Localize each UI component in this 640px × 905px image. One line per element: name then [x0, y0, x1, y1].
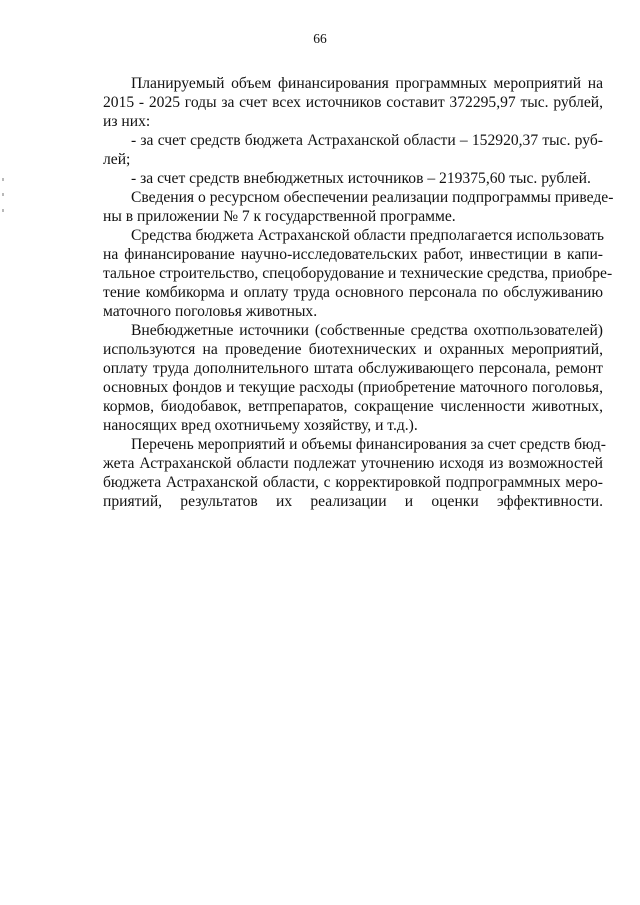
- text-line: Средства бюджета Астраханской области предполагается использовать: [131, 227, 604, 244]
- text-line: маточного поголовья животных.: [103, 303, 318, 320]
- text-line: основных фондов и текущие расходы (приобретение маточного поголовья,: [103, 379, 603, 396]
- text-line: Внебюджетные источники (собственные средства охотпользователей): [131, 322, 603, 339]
- text-line: - за счет средств бюджета Астраханской области – 152920,37 тыс. руб-: [131, 132, 603, 149]
- text-line: Планируемый объем финансирования программных мероприятий на: [131, 75, 603, 92]
- text-line: жета Астраханской области подлежат уточнению исходя из возможностей: [103, 455, 603, 472]
- margin-mark: [2, 178, 4, 181]
- text-line: Сведения о ресурсном обеспечении реализации подпрограммы приведе-: [131, 189, 614, 206]
- text-line: оплату труда дополнительного штата обслуживающего персонала, ремонт: [103, 360, 603, 377]
- margin-mark: [2, 209, 4, 212]
- text-line: 2015 - 2025 годы за счет всех источников составит 372295,97 тыс. рублей,: [103, 94, 603, 111]
- text-line: из них:: [103, 113, 151, 130]
- page-number: 66: [313, 31, 327, 46]
- text-line: лей;: [103, 151, 131, 168]
- text-line: наносящих вред охотничьему хозяйству, и т.д.).: [103, 417, 418, 434]
- text-line: ны в приложении № 7 к государственной программе.: [103, 208, 456, 225]
- text-line: бюджета Астраханской области, с корректировкой подпрограммных меро-: [103, 474, 603, 491]
- text-line: на финансирование научно-исследовательских работ, инвестиции в капи-: [103, 246, 603, 263]
- text-line: тение комбикорма и оплату труда основного персонала по обслуживанию: [103, 284, 603, 301]
- text-line: тальное строительство, спецоборудование и технические средства, приобре-: [103, 265, 613, 282]
- margin-mark: [2, 193, 4, 196]
- text-line: приятий, результатов их реализации и оценки эффективности.: [103, 493, 603, 510]
- text-line: Перечень мероприятий и объемы финансирования за счет средств бюд-: [131, 436, 606, 453]
- text-line: используются на проведение биотехнических и охранных мероприятий,: [103, 341, 603, 358]
- text-line: кормов, биодобавок, ветпрепаратов, сокращение численности животных,: [103, 398, 603, 415]
- text-line: - за счет средств внебюджетных источников – 219375,60 тыс. рублей.: [131, 170, 591, 187]
